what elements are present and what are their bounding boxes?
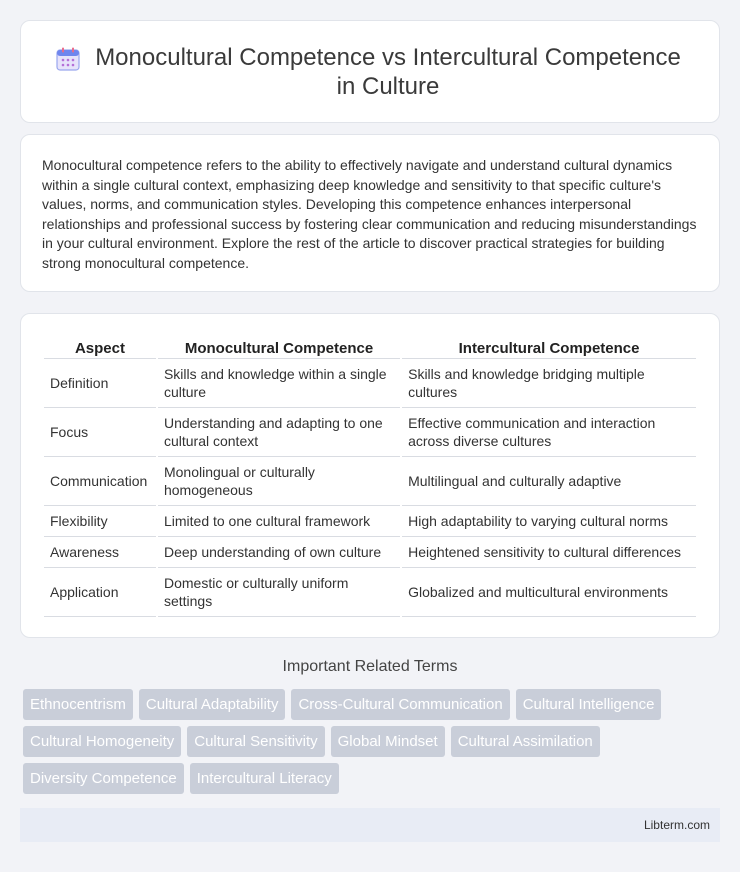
tag-diversity-competence[interactable]: Diversity Competence	[23, 763, 184, 794]
table-cell: Multilingual and culturally adaptive	[402, 457, 696, 506]
title-card	[20, 20, 720, 123]
tag-ethnocentrism[interactable]: Ethnocentrism	[23, 689, 133, 720]
table-cell: Globalized and multicultural environments	[402, 568, 696, 617]
header-aspect: Aspect	[44, 334, 156, 359]
table-cell: Communication	[44, 457, 156, 506]
comparison-card	[20, 313, 720, 638]
table-cell: Flexibility	[44, 506, 156, 537]
table-cell: Application	[44, 568, 156, 617]
intro-paragraph: Monocultural competence refers to the ability to effectively navigate and understand cultural dynamics within a single cultural context, emphasizing deep knowledge and sensitivity to that specific culture's values, norms, and communication styles. Developing this competence enhances interpersonal relationships and professional success by fostering clear communication and reducing misunderstandings in your cultural environment. Explore the rest of the article to discover practical strategies for building strong monocultural competence.	[42, 157, 697, 271]
table-cell: Heightened sensitivity to cultural differences	[402, 537, 696, 568]
footer-site-link[interactable]: Libterm.com	[643, 818, 710, 832]
tag-cultural-homogeneity[interactable]: Cultural Homogeneity	[23, 726, 181, 757]
table-cell: Skills and knowledge bridging multiple cultures	[402, 359, 696, 408]
tag-cultural-sensitivity[interactable]: Cultural Sensitivity	[187, 726, 324, 757]
table-row	[44, 457, 696, 506]
table-cell: Domestic or culturally uniform settings	[158, 568, 400, 617]
table-cell: Limited to one cultural framework	[158, 506, 400, 537]
related-terms-title: Important Related Terms	[282, 658, 458, 675]
table-cell: Deep understanding of own culture	[158, 537, 400, 568]
table-cell: Awareness	[44, 537, 156, 568]
table-row	[44, 537, 696, 568]
tag-cross-cultural-communication[interactable]: Cross-Cultural Communication	[291, 689, 509, 720]
tag-intercultural-literacy[interactable]: Intercultural Literacy	[190, 763, 339, 794]
header-intercultural: Intercultural Competence	[402, 334, 696, 359]
related-terms-list	[20, 689, 720, 800]
table-cell: Monolingual or culturally homogeneous	[158, 457, 400, 506]
table-cell: High adaptability to varying cultural norms	[402, 506, 696, 537]
tag-cultural-intelligence[interactable]: Cultural Intelligence	[516, 689, 662, 720]
tag-cultural-assimilation[interactable]: Cultural Assimilation	[451, 726, 600, 757]
table-row	[44, 568, 696, 617]
page-title: Monocultural Competence vs Intercultural Competence in Culture	[95, 44, 681, 100]
comparison-table	[42, 334, 698, 617]
header-monocultural: Monocultural Competence	[158, 334, 400, 359]
table-cell: Definition	[44, 359, 156, 408]
table-row	[44, 408, 696, 457]
table-cell: Effective communication and interaction across diverse cultures	[402, 408, 696, 457]
tag-cultural-adaptability[interactable]: Cultural Adaptability	[139, 689, 286, 720]
footer	[20, 808, 720, 842]
table-row	[44, 506, 696, 537]
table-cell: Skills and knowledge within a single culture	[158, 359, 400, 408]
intro-card	[20, 134, 720, 292]
table-cell: Understanding and adapting to one cultural context	[158, 408, 400, 457]
tag-global-mindset[interactable]: Global Mindset	[331, 726, 445, 757]
table-row	[44, 359, 696, 408]
table-cell: Focus	[44, 408, 156, 457]
